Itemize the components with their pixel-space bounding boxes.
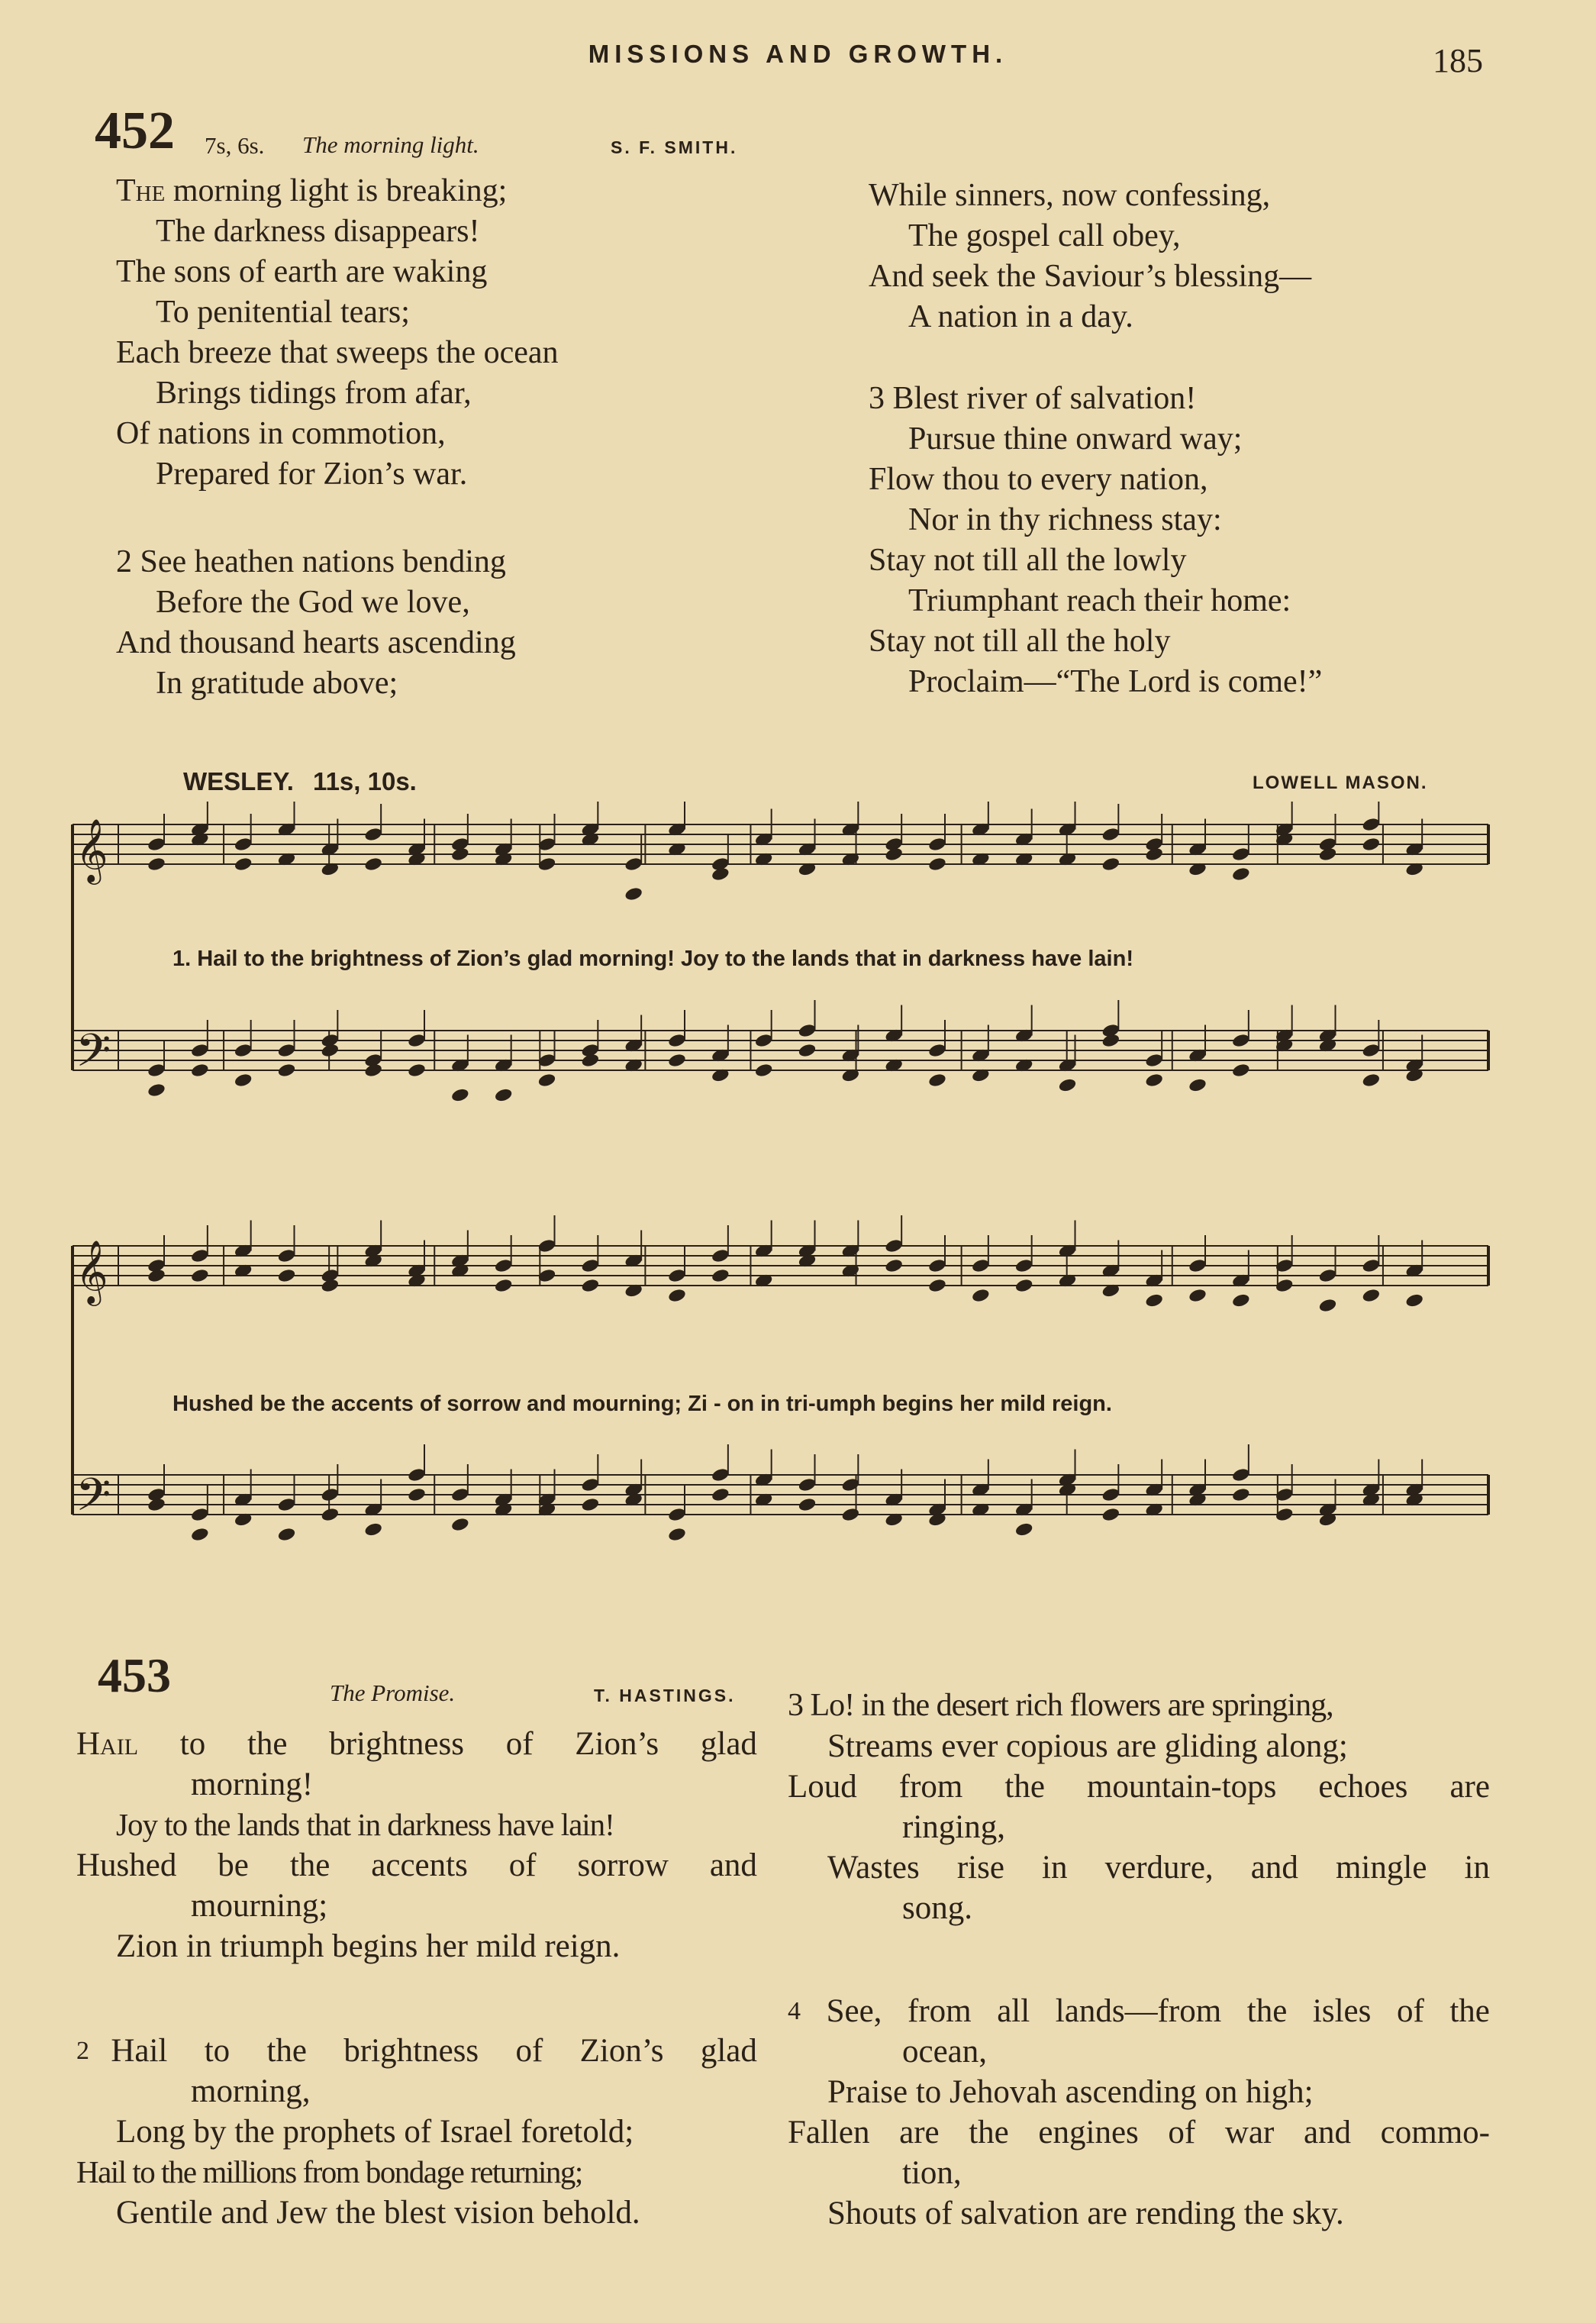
note-head: [450, 1487, 469, 1503]
note-head: [1318, 1298, 1337, 1314]
note-head: [884, 1258, 903, 1274]
hymn-452-tune: The morning light.: [302, 131, 479, 158]
note-head: [234, 857, 253, 873]
note-head: [363, 827, 382, 843]
note-head: [1188, 1288, 1207, 1304]
verse-line: Stay not till all the lowly: [869, 543, 1187, 578]
verse-line: 3 Lo! in the desert rich flowers are springing,: [788, 1688, 1333, 1723]
hymn-453-verse-4: [788, 1991, 1490, 2234]
note-head: [927, 1278, 946, 1294]
note-head: [494, 1087, 513, 1103]
hymn-453-tune: The Promise.: [330, 1679, 456, 1706]
note-head: [190, 1248, 209, 1264]
verse-line: Gentile and Jew the blest vision behold.: [116, 2195, 640, 2231]
note-head: [884, 1238, 903, 1254]
verse-line: Fallen are the engines of war and commo-: [788, 2115, 1490, 2150]
verse-line: Long by the prophets of Israel foretold;: [116, 2114, 634, 2150]
hymn-453-verse-2: [76, 2031, 757, 2233]
verse-line: The gospel call obey,: [908, 218, 1181, 253]
note-head: [494, 1258, 513, 1274]
note-head: [754, 1033, 773, 1049]
hymn-453-author: T. HASTINGS.: [594, 1686, 736, 1705]
note-head: [537, 1073, 556, 1089]
verse-line: Hushed be the accents of sorrow and: [76, 1847, 757, 1883]
note-head: [407, 1467, 426, 1483]
note-head: [667, 1053, 686, 1069]
verse-line: Pursue thine onward way;: [908, 421, 1243, 457]
tune-title: [183, 767, 417, 796]
note-head: [754, 1063, 773, 1079]
note-head: [190, 1527, 209, 1543]
tune-meter: 11s, 10s.: [313, 767, 417, 795]
note-head: [927, 1073, 946, 1089]
verse-line: Hail to the millions from bondage returning;: [76, 2154, 582, 2189]
note-head: [1318, 1268, 1337, 1284]
verse-line: 4 See, from all lands—from the isles of the: [788, 1993, 1490, 2029]
verse-line: Zion in triumph begins her mild reign.: [116, 1928, 621, 1964]
verse-line: A nation in a day.: [908, 299, 1133, 334]
note-head: [1231, 1063, 1250, 1079]
note-head: [450, 1517, 469, 1533]
verse-line: 3 Blest river of salvation!: [869, 381, 1197, 416]
note-head: [277, 1497, 296, 1513]
verse-line: ocean,: [902, 2034, 988, 2070]
note-head: [624, 886, 643, 902]
note-head: [1144, 1073, 1163, 1089]
note-head: [1362, 1073, 1381, 1089]
note-head: [277, 1527, 296, 1543]
verse-line: Praise to Jehovah ascending on high;: [827, 2074, 1314, 2110]
verse-line: Each breeze that sweeps the ocean: [116, 335, 559, 370]
hymn-452-number: 452: [95, 102, 175, 160]
verse-line: The morning light is breaking;: [116, 173, 508, 208]
verse-line: 2 See heathen nations bending: [116, 544, 506, 579]
tune-name: WESLEY.: [183, 767, 294, 795]
note-head: [147, 837, 166, 853]
hymn-453-verse-3: [788, 1686, 1490, 1928]
note-head: [321, 1487, 340, 1503]
note-head: [624, 857, 643, 873]
note-head: [147, 857, 166, 873]
note-head: [798, 1477, 817, 1493]
hymn-452-verse-1: [116, 171, 559, 495]
note-head: [1101, 827, 1120, 843]
note-head: [277, 1063, 296, 1079]
note-head: [234, 1043, 253, 1059]
note-head: [971, 1288, 990, 1304]
verse-line: Wastes rise in verdure, and mingle in: [827, 1850, 1490, 1886]
note-head: [234, 1073, 253, 1089]
note-head: [927, 1043, 946, 1059]
note-head: [1362, 1288, 1381, 1304]
note-head: [363, 1521, 382, 1537]
note-head: [841, 1477, 860, 1493]
note-head: [581, 1278, 600, 1294]
note-head: [667, 1288, 686, 1304]
note-head: [1014, 1258, 1033, 1274]
note-head: [407, 1487, 426, 1503]
verse-line: 2 Hail to the brightness of Zion’s glad: [76, 2033, 757, 2069]
note-head: [841, 1507, 860, 1523]
note-head: [711, 1487, 730, 1503]
note-head: [494, 1278, 513, 1294]
note-head: [927, 837, 946, 853]
bass-clef-icon: 𝄢: [76, 1024, 111, 1088]
note-head: [1362, 817, 1381, 833]
note-head: [190, 1063, 209, 1079]
note-head: [667, 1507, 686, 1523]
verse-line: morning,: [191, 2073, 311, 2109]
verse-line: Prepared for Zion’s war.: [156, 457, 468, 492]
note-head: [1058, 1077, 1077, 1093]
verse-line: Hail to the brightness of Zion’s glad: [76, 1726, 757, 1762]
verse-line: morning!: [191, 1766, 314, 1802]
note-head: [581, 1497, 600, 1513]
verse-line: Nor in thy richness stay:: [908, 502, 1222, 537]
note-head: [407, 1063, 426, 1079]
note-head: [581, 1477, 600, 1493]
note-head: [667, 1268, 686, 1284]
verse-line: Brings tidings from afar,: [156, 376, 472, 411]
note-head: [798, 1023, 817, 1039]
hymn-453-number: 453: [98, 1648, 171, 1702]
note-head: [1101, 1487, 1120, 1503]
note-head: [798, 1043, 817, 1059]
note-head: [1014, 1278, 1033, 1294]
note-head: [1014, 1521, 1033, 1537]
page-number: 185: [1433, 42, 1483, 79]
verse-line: mourning;: [191, 1888, 328, 1924]
verse-line: tion,: [902, 2155, 962, 2191]
note-head: [711, 1268, 730, 1284]
verse-line: The sons of earth are waking: [116, 254, 488, 289]
tune-lyric-line-2: Hushed be the accents of sorrow and mourning; Zi - on in tri-umph begins her mild reign.: [172, 1392, 1112, 1416]
hymn-452-author: S. F. SMITH.: [611, 137, 738, 157]
verse-line: In gratitude above;: [156, 666, 398, 701]
note-head: [147, 1082, 166, 1099]
hymn-452-meter: 7s, 6s.: [205, 132, 265, 159]
note-head: [321, 1507, 340, 1523]
note-head: [190, 1507, 209, 1523]
note-head: [363, 857, 382, 873]
hymn-452-verse-2: [116, 542, 516, 704]
note-head: [190, 1043, 209, 1059]
note-head: [1362, 1043, 1381, 1059]
note-head: [234, 837, 253, 853]
verse-line: Stay not till all the holy: [869, 624, 1171, 659]
verse-line: ringing,: [902, 1809, 1005, 1845]
note-head: [581, 1258, 600, 1274]
note-head: [667, 1033, 686, 1049]
note-head: [1101, 1507, 1120, 1523]
note-head: [1231, 1467, 1250, 1483]
note-head: [1362, 837, 1381, 853]
verse-line: Of nations in commotion,: [116, 416, 446, 451]
note-head: [1101, 857, 1120, 873]
note-head: [927, 1258, 946, 1274]
note-head: [1231, 1487, 1250, 1503]
hymn-452-verse-2-continued: [869, 176, 1311, 337]
verse-line: And seek the Saviour’s blessing—: [869, 259, 1312, 294]
note-head: [1231, 1033, 1250, 1049]
note-head: [450, 1087, 469, 1103]
hymn-452-verse-3: [869, 379, 1322, 702]
verse-line: Before the God we love,: [156, 585, 470, 620]
verse-line: While sinners, now confessing,: [869, 178, 1271, 213]
verse-line: Triumphant reach their home:: [908, 583, 1291, 618]
note-head: [277, 1268, 296, 1284]
note-head: [1231, 866, 1250, 882]
note-head: [1188, 1258, 1207, 1274]
note-head: [1231, 847, 1250, 863]
note-head: [711, 1248, 730, 1264]
note-head: [1144, 1053, 1163, 1069]
note-head: [277, 1248, 296, 1264]
note-head: [1231, 1292, 1250, 1308]
verse-line: To penitential tears;: [156, 295, 410, 330]
note-head: [927, 857, 946, 873]
note-head: [711, 1467, 730, 1483]
hymn-453-verse-1: [76, 1724, 757, 1966]
verse-line: Flow thou to every nation,: [869, 462, 1208, 497]
verse-line: Proclaim—“The Lord is come!”: [908, 664, 1323, 699]
note-head: [1144, 1292, 1163, 1308]
treble-clef-icon: 𝄞: [76, 1239, 108, 1303]
verse-line: And thousand hearts ascending: [116, 625, 516, 660]
note-head: [971, 1258, 990, 1274]
note-head: [1404, 1292, 1424, 1308]
note-head: [277, 1043, 296, 1059]
verse-line: Joy to the lands that in darkness have lain!: [116, 1807, 614, 1842]
verse-line: Streams ever copious are gliding along;: [827, 1728, 1348, 1764]
note-head: [1362, 1258, 1381, 1274]
verse-line: The darkness disappears!: [156, 214, 480, 249]
note-head: [190, 1268, 209, 1284]
tune-lyric-line-1: 1. Hail to the brightness of Zion’s glad morning! Joy to the lands that in darkness have lain!: [172, 947, 1133, 971]
verse-line: Loud from the mountain-tops echoes are: [788, 1769, 1490, 1805]
bass-clef-icon: 𝄢: [76, 1468, 111, 1532]
note-head: [407, 1033, 426, 1049]
music-score-illustration: [61, 802, 1511, 1618]
running-header: MISSIONS AND GROWTH.: [588, 40, 1008, 68]
treble-clef-icon: 𝄞: [76, 818, 108, 882]
verse-line: Shouts of salvation are rending the sky.: [827, 2196, 1344, 2231]
note-head: [147, 1063, 166, 1079]
tune-composer: LOWELL MASON.: [1253, 773, 1428, 793]
note-head: [1188, 1077, 1207, 1093]
verse-line: song.: [902, 1890, 972, 1926]
note-head: [798, 1497, 817, 1513]
note-head: [667, 1527, 686, 1543]
